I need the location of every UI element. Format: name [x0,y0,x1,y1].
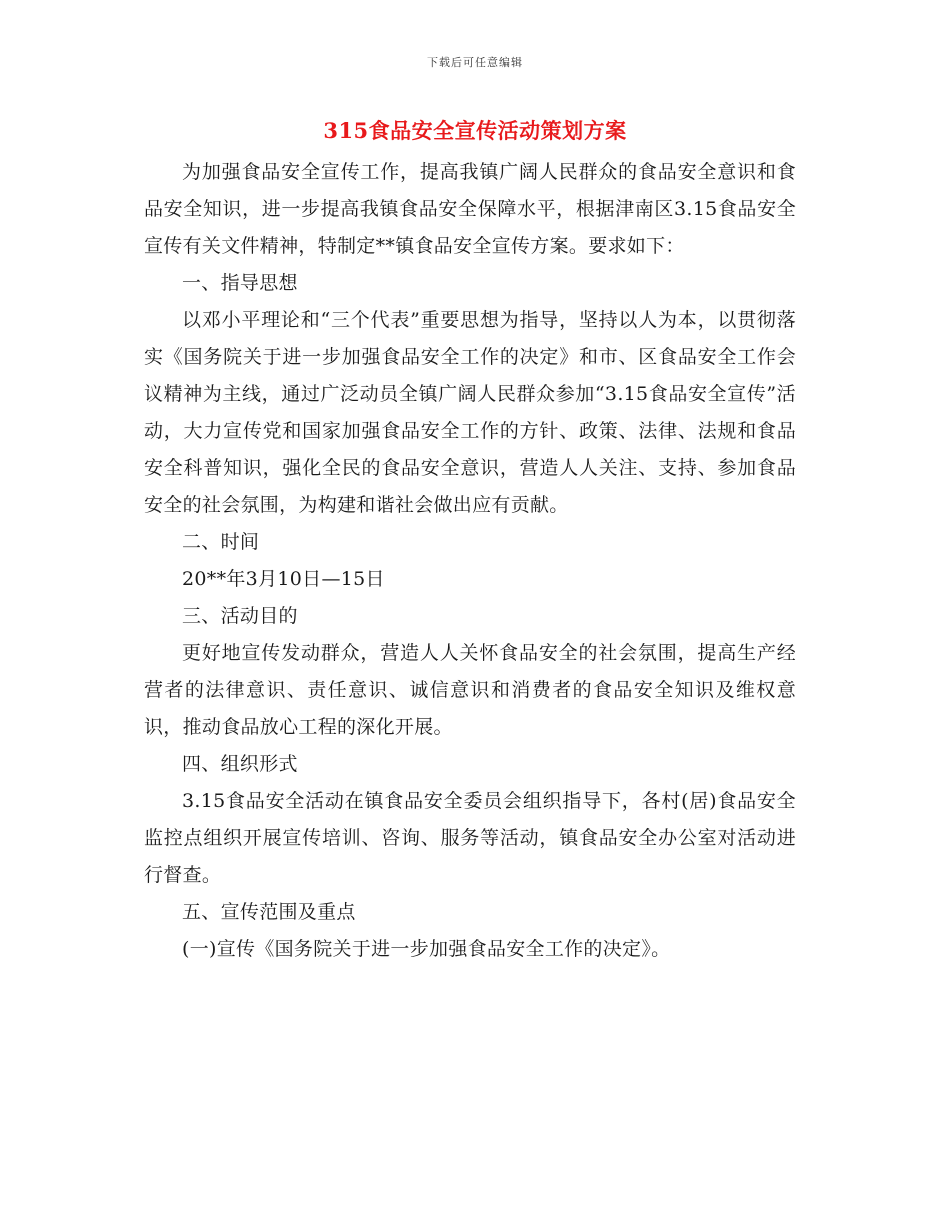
document-body [144,154,796,968]
section-item-scope-1: (一)宣传《国务院关于进一步加强食品安全工作的决定》。 [182,938,671,960]
section-text-time: 20**年3月10日—15日 [182,568,385,590]
section-heading-time: 二、时间 [182,531,260,553]
section-heading-purpose: 三、活动目的 [182,605,298,627]
section-text-organization: 3.15食品安全活动在镇食品安全委员会组织指导下，各村(居)食品安全监控点组织开展宣传培训、咨询、服务等活动，镇食品安全办公室对活动进行督查。 [144,790,796,886]
section-heading-guiding-ideology: 一、指导思想 [182,272,298,294]
section-text-purpose: 更好地宣传发动群众，营造人人关怀食品安全的社会氛围，提高生产经营者的法律意识、责任意识、诚信意识和消费者的食品安全知识及维权意识，推动食品放心工程的深化开展。 [144,642,796,738]
document-title: 315食品安全宣传活动策划方案 [323,118,627,143]
section-text-guiding-ideology: 以邓小平理论和“三个代表”重要思想为指导，坚持以人为本，以贯彻落实《国务院关于进一步加强食品安全工作的决定》和市、区食品安全工作会议精神为主线，通过广泛动员全镇广阔人民群众参加“3.15食品安全宣传”活动，大力宣传党和国家加强食品安全工作的方针、政策、法律、法规和食品安全科普知识，强化全民的食品安全意识，营造人人关注、支持、参加食品安全的社会氛围，为构建和谐社会做出应有贡献。 [144,309,796,516]
section-heading-organization: 四、组织形式 [182,753,298,775]
section-heading-scope: 五、宣传范围及重点 [182,901,356,923]
intro-paragraph: 为加强食品安全宣传工作，提高我镇广阔人民群众的食品安全意识和食品安全知识，进一步提高我镇食品安全保障水平，根据津南区3.15食品安全宣传有关文件精神，特制定**镇食品安全宣传方案。要求如下： [144,161,796,257]
header-note: 下载后可任意编辑 [427,56,523,69]
